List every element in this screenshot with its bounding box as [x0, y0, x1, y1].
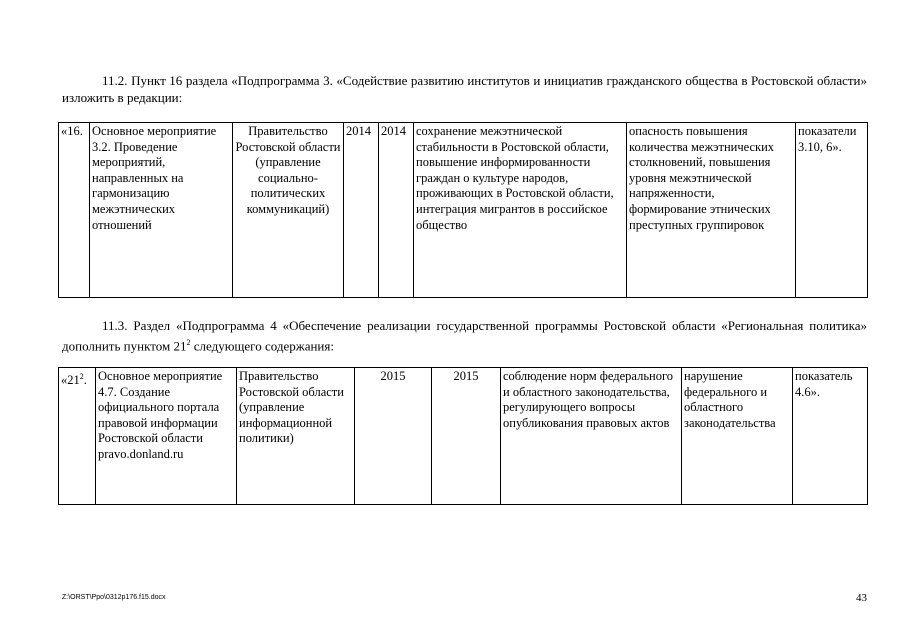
cell-number: «16.	[59, 123, 90, 298]
cell-executor: Правительство Ростовской области (управление информационной политики)	[237, 368, 355, 505]
number-text: «21	[61, 373, 80, 388]
page-number: 43	[856, 592, 867, 604]
table-item-16	[58, 122, 868, 298]
cell-risks: нарушение федерального и областного законодательства	[682, 368, 793, 505]
cell-risks: опасность повышения количества межэтнических столкновений, повышения уровня межэтнической напряженности, формирование этнических преступных группировок	[627, 123, 796, 298]
cell-indicators: показатель 4.6».	[793, 368, 868, 505]
cell-event: Основное мероприятие 3.2. Проведение мероприятий, направленных на гармонизацию межэтнических отношений	[90, 123, 233, 298]
superscript: 2	[186, 338, 191, 347]
cell-result: сохранение межэтнической стабильности в Ростовской области, повышение информированности граждан о культуре народов, проживающих в Ростовской области, интеграция мигрантов в российское общество	[414, 123, 627, 298]
table-row	[59, 123, 868, 298]
paragraph-11-2: 11.2. Пункт 16 раздела «Подпрограмма 3. «Содействие развитию институтов и инициатив гражданского общества в Ростовской области» изложить в редакции:	[62, 73, 867, 105]
cell-result: соблюдение норм федерального и областного законодательства, регулирующего вопросы опубликования правовых актов	[501, 368, 682, 505]
paragraph-text-end: следующего содержания:	[190, 338, 334, 354]
table-item-21-2	[58, 367, 868, 505]
cell-number	[59, 368, 96, 505]
table-row	[59, 368, 868, 505]
cell-event: Основное мероприятие 4.7. Создание официального портала правовой информации Ростовской области pravo.donland.ru	[96, 368, 237, 505]
cell-executor: Правительство Ростовской области (управление социально-политических коммуникаций)	[233, 123, 344, 298]
paragraph-11-3	[62, 317, 867, 354]
paragraph-text: 11.3. Раздел «Подпрограмма 4 «Обеспечение реализации государственной программы Ростовской области «Региональная политика» дополнить пунктом 21	[62, 318, 867, 354]
cell-start-year: 2015	[355, 368, 432, 505]
cell-indicators: показатели 3.10, 6».	[796, 123, 868, 298]
cell-start-year: 2014	[344, 123, 379, 298]
cell-end-year: 2014	[379, 123, 414, 298]
number-dot: .	[83, 373, 87, 388]
cell-end-year: 2015	[432, 368, 501, 505]
superscript: 2	[79, 372, 84, 381]
footer-file-path: Z:\ORST\Ppo\0312p176.f15.docx	[62, 594, 166, 601]
